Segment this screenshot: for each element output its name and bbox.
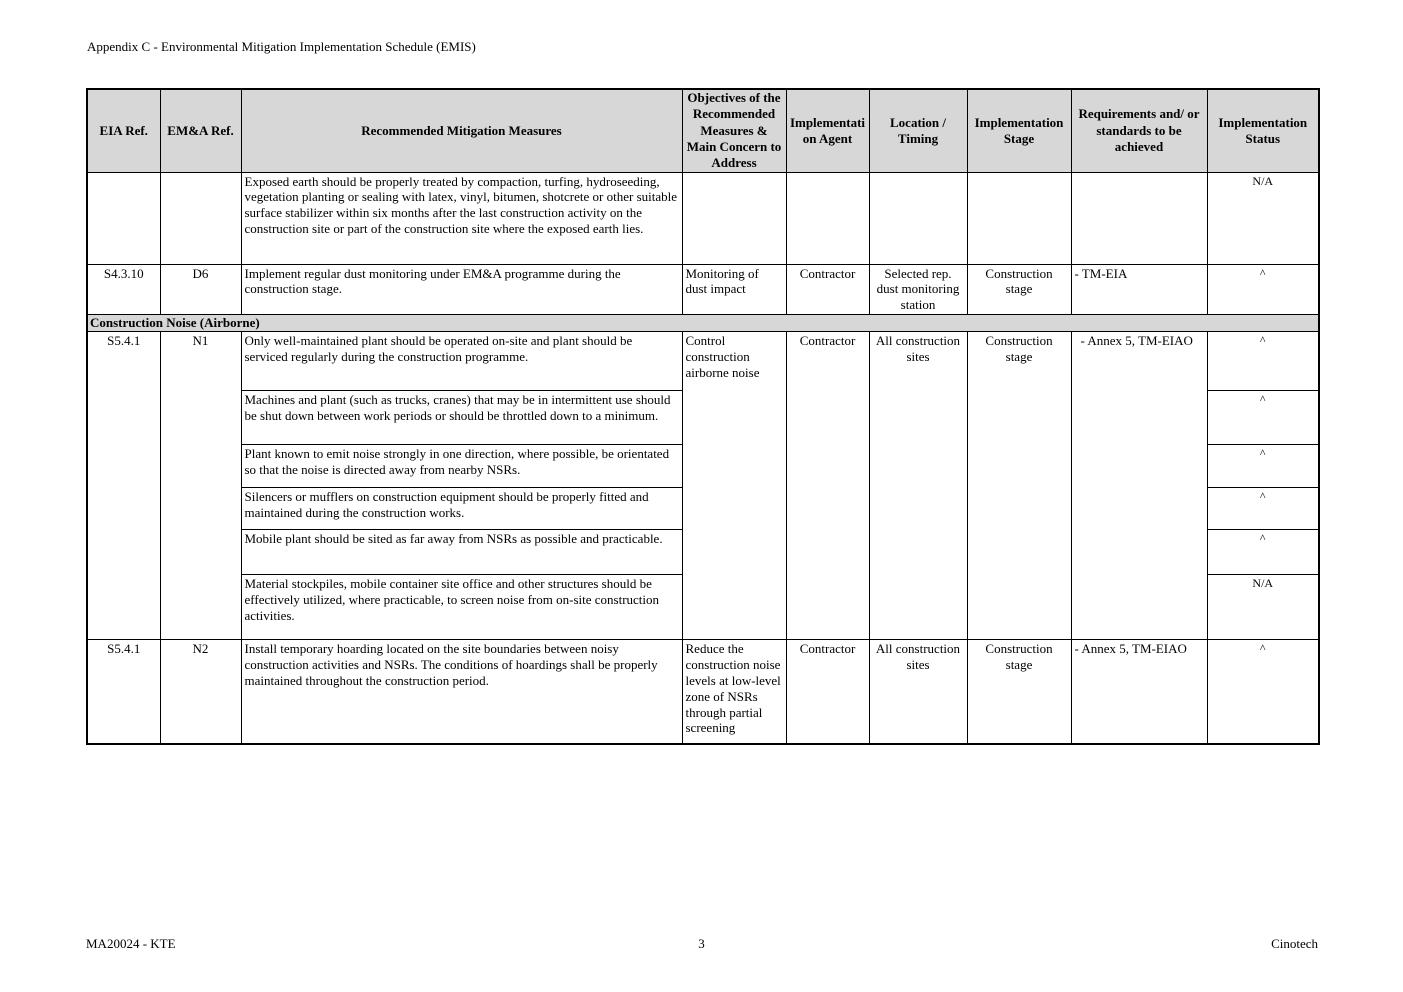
n2-location-cell: All construction sites (869, 640, 967, 744)
exposed-measure-cell: Exposed earth should be properly treated by compaction, turfing, hydroseeding, vegetation planting or sealing with latex, vinyl, bitumen, shotcrete or other suitable surface stabilizer within six months after the last construction activity on the construction site or part of the construction site where the exposed earth lies. (241, 172, 682, 264)
d6-location-cell: Selected rep. dust monitoring station (869, 264, 967, 315)
n2-objective-cell: Reduce the construction noise levels at low-level zone of NSRs through partial screening (682, 640, 786, 744)
page-number: 3 (698, 936, 705, 951)
n1-status-3-cell: ^ (1207, 445, 1319, 488)
section-label: Construction Noise (Airborne) (87, 315, 1319, 332)
n1-stage-cell: Construction stage (967, 332, 1071, 640)
d6-status-cell: ^ (1207, 264, 1319, 315)
row-d6 (87, 264, 1319, 315)
exposed-objective-cell (682, 172, 786, 264)
d6-ema-cell: D6 (160, 264, 241, 315)
header-status: Implementation Status (1207, 89, 1319, 172)
n1-status-2-cell: ^ (1207, 391, 1319, 445)
d6-agent-cell: Contractor (786, 264, 869, 315)
row-n1-measure-1 (87, 332, 1319, 391)
footer-company: Cinotech (1271, 936, 1318, 951)
n2-stage-cell: Construction stage (967, 640, 1071, 744)
exposed-agent-cell (786, 172, 869, 264)
page-title: Appendix C - Environmental Mitigation Implementation Schedule (EMIS) (87, 39, 476, 54)
n2-measure-cell: Install temporary hoarding located on the site boundaries between noisy construction activities and NSRs. The conditions of hoardings shall be properly maintained throughout the construction period. (241, 640, 682, 744)
n2-requirements-cell: - Annex 5, TM-EIAO (1071, 640, 1207, 744)
exposed-requirements-cell (1071, 172, 1207, 264)
n2-agent-cell: Contractor (786, 640, 869, 744)
n1-location-cell: All construction sites (869, 332, 967, 640)
n1-measure-6-cell: Material stockpiles, mobile container site office and other structures should be effectively utilized, where practicable, to screen noise from on-site construction activities. (241, 575, 682, 640)
exposed-status-cell: N/A (1207, 172, 1319, 264)
n1-ema-cell: N1 (160, 332, 241, 640)
exposed-location-cell (869, 172, 967, 264)
header-stage: Implementation Stage (967, 89, 1071, 172)
header-eia-ref: EIA Ref. (87, 89, 160, 172)
exposed-stage-cell (967, 172, 1071, 264)
n2-eia-cell: S5.4.1 (87, 640, 160, 744)
header-location: Location / Timing (869, 89, 967, 172)
n1-status-1-cell: ^ (1207, 332, 1319, 391)
n1-measure-4-cell: Silencers or mufflers on construction equipment should be properly fitted and maintained during the construction works. (241, 488, 682, 530)
d6-measure-cell: Implement regular dust monitoring under EM&A programme during the construction stage. (241, 264, 682, 315)
n1-eia-cell: S5.4.1 (87, 332, 160, 640)
exposed-eia-cell (87, 172, 160, 264)
emis-table (86, 88, 1320, 745)
d6-eia-cell: S4.3.10 (87, 264, 160, 315)
d6-objective-cell: Monitoring of dust impact (682, 264, 786, 315)
n1-requirements-cell: - Annex 5, TM-EIAO (1071, 332, 1207, 640)
header-measures: Recommended Mitigation Measures (241, 89, 682, 172)
header-agent: Implementation Agent (786, 89, 869, 172)
row-exposed-earth (87, 172, 1319, 264)
n1-status-5-cell: ^ (1207, 530, 1319, 575)
header-ema-ref: EM&A Ref. (160, 89, 241, 172)
n1-objective-cell: Control construction airborne noise (682, 332, 786, 640)
n1-status-6-cell: N/A (1207, 575, 1319, 640)
n1-agent-cell: Contractor (786, 332, 869, 640)
header-objectives: Objectives of the Recommended Measures & Main Concern to Address (682, 89, 786, 172)
n1-measure-2-cell: Machines and plant (such as trucks, cranes) that may be in intermittent use should be shut down between work periods or should be throttled down to a minimum. (241, 391, 682, 445)
footer-project-ref: MA20024 - KTE (86, 936, 176, 951)
header-requirements: Requirements and/ or standards to be achieved (1071, 89, 1207, 172)
d6-requirements-cell: - TM-EIA (1071, 264, 1207, 315)
d6-stage-cell: Construction stage (967, 264, 1071, 315)
exposed-ema-cell (160, 172, 241, 264)
section-row-construction-noise (87, 315, 1319, 332)
n2-ema-cell: N2 (160, 640, 241, 744)
n1-measure-1-cell: Only well-maintained plant should be operated on-site and plant should be serviced regularly during the construction programme. (241, 332, 682, 391)
n1-measure-3-cell: Plant known to emit noise strongly in one direction, where possible, be orientated so that the noise is directed away from nearby NSRs. (241, 445, 682, 488)
n1-status-4-cell: ^ (1207, 488, 1319, 530)
row-n2 (87, 640, 1319, 744)
n1-measure-5-cell: Mobile plant should be sited as far away from NSRs as possible and practicable. (241, 530, 682, 575)
table-header-row (87, 89, 1319, 172)
n2-status-cell: ^ (1207, 640, 1319, 744)
